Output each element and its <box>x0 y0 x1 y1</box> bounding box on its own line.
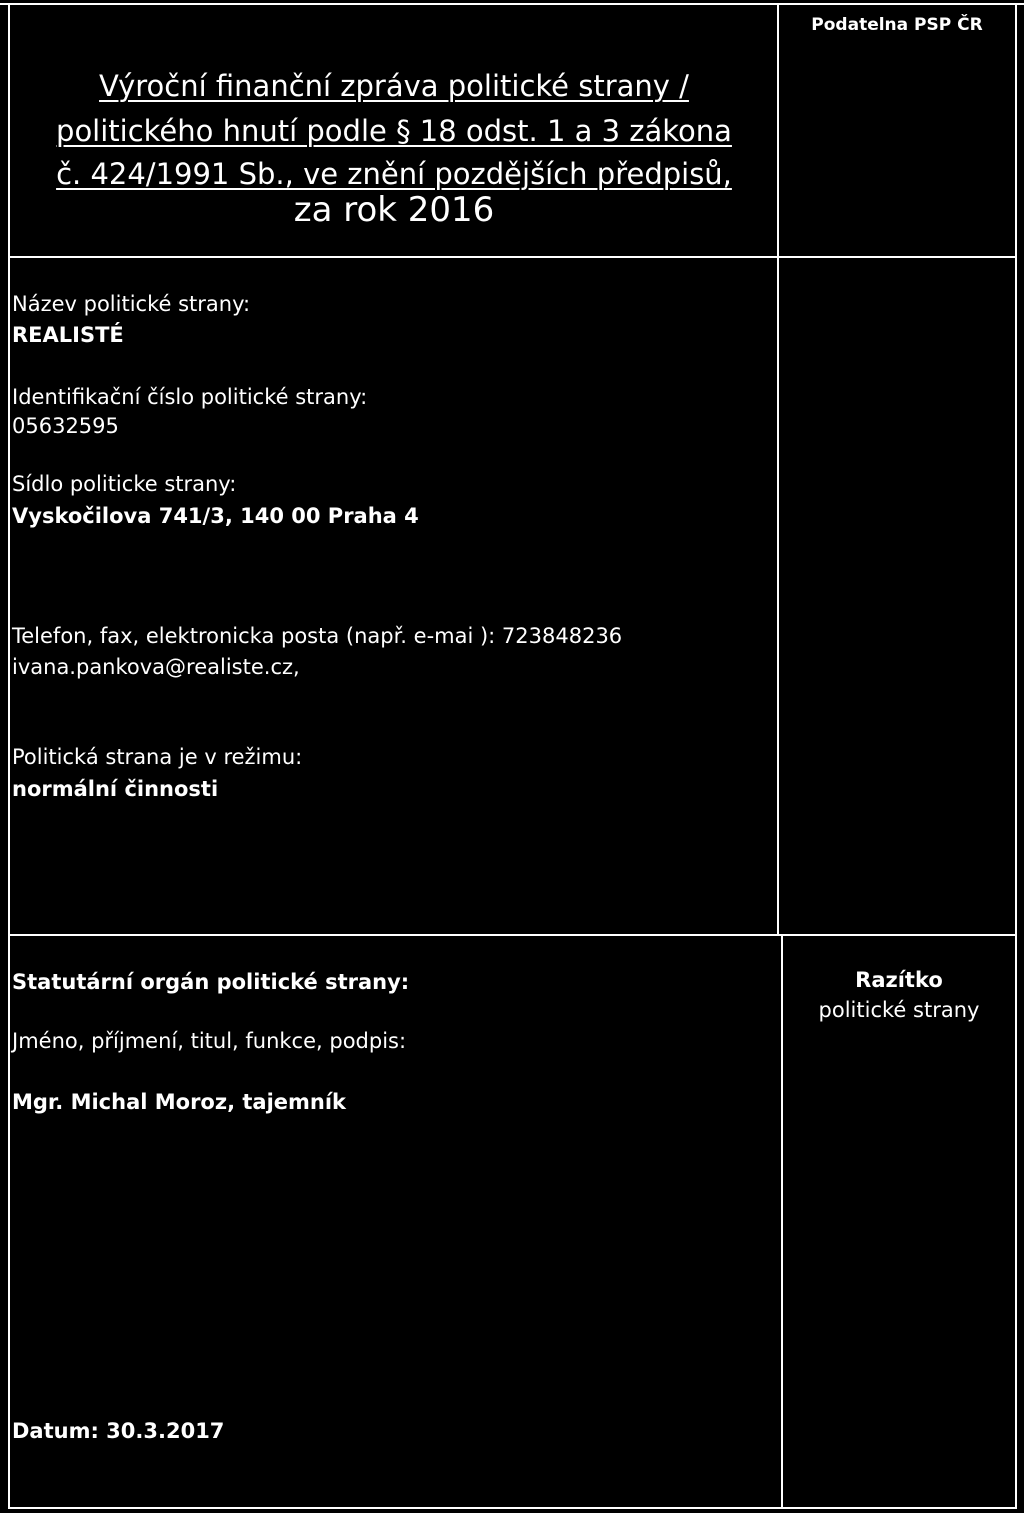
statutory-heading: Statutární orgán politické strany: <box>12 970 410 994</box>
column-divider-bottom <box>781 935 783 1509</box>
party-stamp-title: Razítko <box>855 968 943 992</box>
frame-right <box>1015 3 1017 1509</box>
party-contact-line-2: ivana.pankova@realiste.cz, <box>12 655 300 679</box>
report-title-line-1: Výroční finanční zpráva politické strany / <box>99 69 689 103</box>
frame-top <box>0 3 1024 5</box>
statutory-fields-label: Jméno, příjmení, titul, funkce, podpis: <box>12 1029 407 1053</box>
report-year: za rok 2016 <box>293 190 495 230</box>
report-date: Datum: 30.3.2017 <box>12 1419 225 1443</box>
party-contact-line-1: Telefon, fax, elektronicka posta (např. e-mai ): 723848236 <box>12 624 623 648</box>
report-title-line-2: politického hnutí podle § 18 odst. 1 a 3 zákona <box>56 114 732 148</box>
section-separator <box>10 934 1016 936</box>
party-mode-label: Politická strana je v režimu: <box>12 745 303 769</box>
frame-bottom <box>8 1507 1017 1509</box>
frame-left <box>8 3 10 1509</box>
party-stamp-subtitle: politické strany <box>818 998 980 1022</box>
party-id-value: 05632595 <box>12 414 119 438</box>
party-name-label: Název politické strany: <box>12 292 251 316</box>
party-seat-value: Vyskočilova 741/3, 140 00 Praha 4 <box>12 504 419 528</box>
party-id-label: Identifikační číslo politické strany: <box>12 385 368 409</box>
party-name-value: REALISTÉ <box>12 323 124 347</box>
statutory-person: Mgr. Michal Moroz, tajemník <box>12 1090 347 1114</box>
header-separator <box>10 256 1016 258</box>
party-mode-value: normální činnosti <box>12 777 219 801</box>
report-title-line-3: č. 424/1991 Sb., ve znění pozdějších předpisů, <box>56 157 732 191</box>
party-seat-label: Sídlo politicke strany: <box>12 472 237 496</box>
filing-office-stamp: Podatelna PSP ČR <box>811 15 983 35</box>
